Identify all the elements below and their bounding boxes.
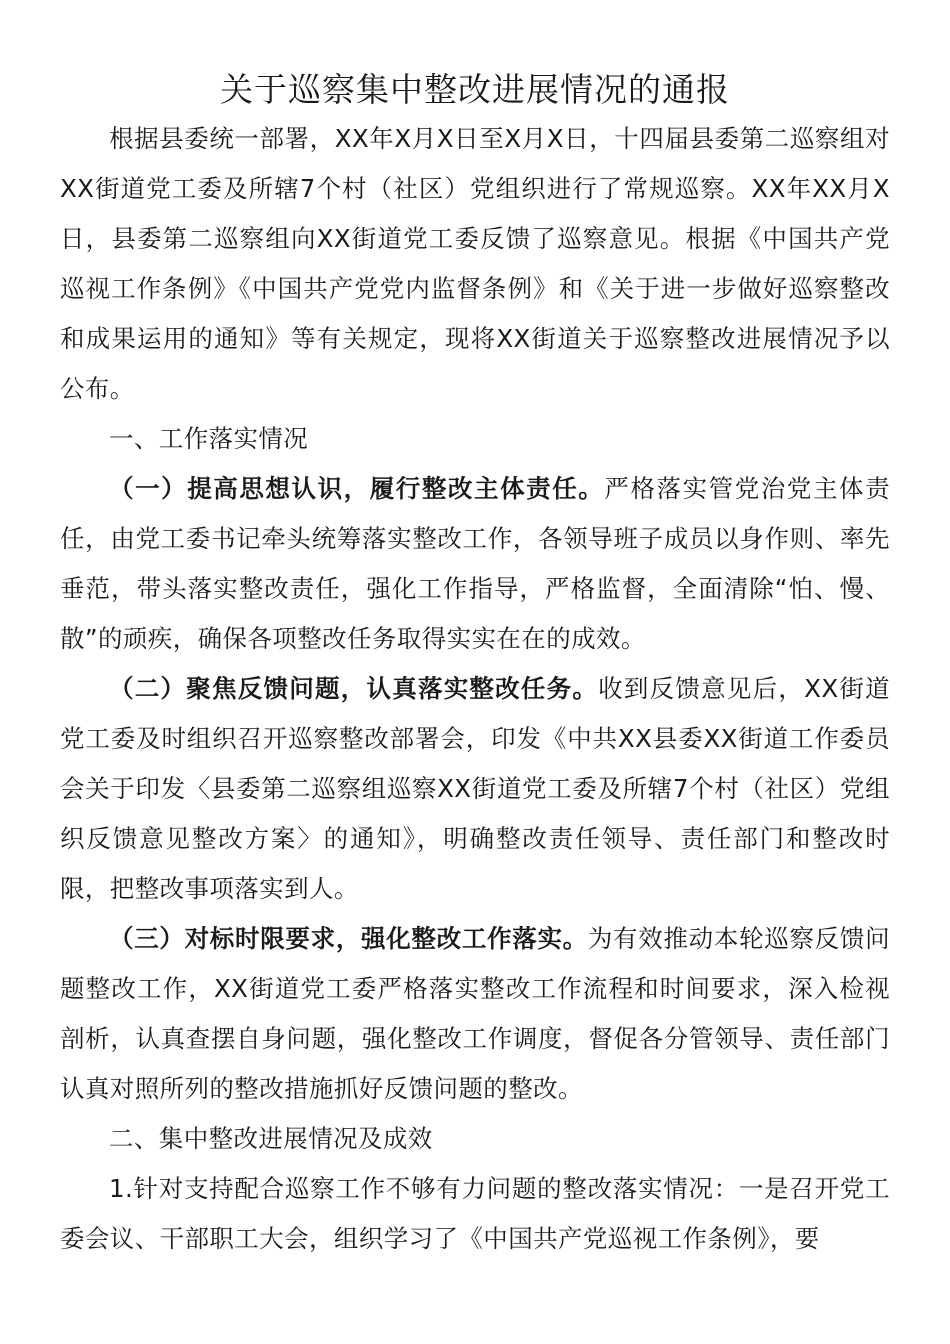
intro-paragraph: 根据县委统一部署，XX年X月X日至X月X日，十四届县委第二巡察组对XX街道党工委及所辖7个村（社区）党组织进行了常规巡察。XX年XX月X日，县委第二巡察组向XX街道党工委反馈了巡察意见。根据《中国共产党巡视工作条例》《中国共产党党内监督条例》和《关于进一步做好巡察整改和成果运用的通知》等有关规定，现将XX街道关于巡察整改进展情况予以公布。 xyxy=(60,124,890,403)
item-1-text: 严格落实管党治党主体责任，由党工委书记牵头统筹落实整改工作，各领导班子成员以身作则、率先垂范，带头落实整改责任，强化工作指导，严格监督，全面清除“怕、慢、散”的顽疾，确保各项整改任务取得实实在在的成效。 xyxy=(60,474,890,653)
item-3-lead: （三）对标时限要求，强化整改工作落实。 xyxy=(109,924,588,953)
item-2-text: 收到反馈意见后，XX街道党工委及时组织召开巡察整改部署会，印发《中共XX县委XX街道工作委员会关于印发〈县委第二巡察组巡察XX街道党工委及所辖7个村（社区）党组织反馈意见整改方案〉的通知》，明确整改责任领导、责任部门和整改时限，把整改事项落实到人。 xyxy=(60,674,890,903)
section-heading-1: 一、工作落实情况 xyxy=(109,424,309,453)
item-3-text: 为有效推动本轮巡察反馈问题整改工作，XX街道党工委严格落实整改工作流程和时间要求，深入检视剖析，认真查摆自身问题，强化整改工作调度，督促各分管领导、责任部门认真对照所列的整改措施抓好反馈问题的整改。 xyxy=(60,924,890,1103)
section1-item-1 xyxy=(60,464,890,664)
section-heading-2: 二、集中整改进展情况及成效 xyxy=(109,1124,433,1153)
section2-item-1: 1.针对支持配合巡察工作不够有力问题的整改落实情况：一是召开党工委会议、干部职工大会，组织学习了《中国共产党巡视工作条例》，要 xyxy=(60,1174,890,1253)
section1-item-3 xyxy=(60,914,890,1114)
item-1-lead: （一）提高思想认识，履行整改主体责任。 xyxy=(109,474,605,503)
document-title: 关于巡察集中整改进展情况的通报 xyxy=(220,70,730,109)
section1-item-2 xyxy=(60,664,890,914)
item-2-lead: （二）聚焦反馈问题，认真落实整改任务。 xyxy=(109,674,599,703)
